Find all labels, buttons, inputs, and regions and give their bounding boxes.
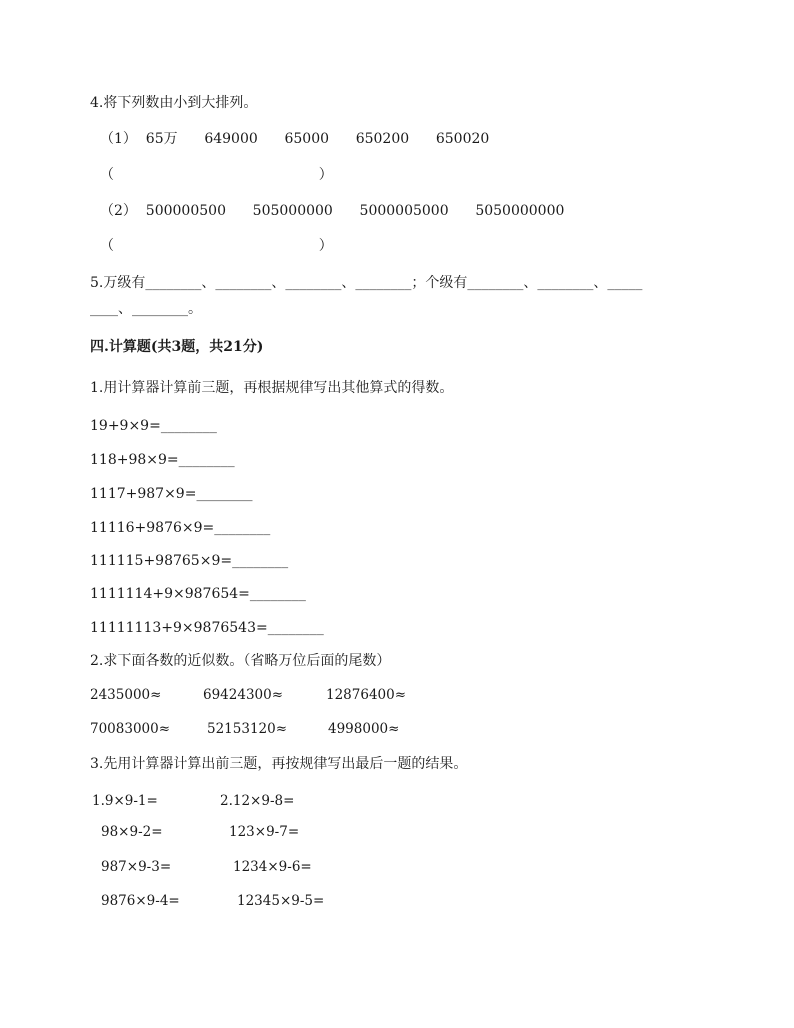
section-4-title: 四.计算题(共3题，共21分) [90,339,264,355]
q4-part1-answer-blank[interactable]: （ ） [100,167,333,183]
c1-equation[interactable]: 11116+9876×9=________ [90,520,271,536]
c1-equation[interactable]: 19+9×9=________ [90,418,217,434]
c2-item[interactable]: 2435000≈ [90,687,162,703]
c2-item[interactable]: 12876400≈ [326,687,407,703]
c1-equation[interactable]: 118+98×9=________ [90,452,235,468]
c1-equation[interactable]: 111115+98765×9=________ [90,553,289,569]
q5-line2[interactable]: ____、________。 [90,301,202,317]
c1-equation[interactable]: 1117+987×9=________ [90,486,253,502]
c3-item[interactable]: 123×9-7= [229,824,300,840]
c3-item[interactable]: 9876×9-4= [101,893,180,909]
q4-title: 4.将下列数由小到大排列。 [90,95,258,111]
c2-item[interactable]: 70083000≈ [90,721,171,737]
q4-part2-answer-blank[interactable]: （ ） [100,238,333,254]
c3-item[interactable]: 1234×9-6= [233,859,312,875]
q5-line1[interactable]: 5.万级有________、________、________、________；个级有________、________、_____ [90,275,643,291]
c1-equation[interactable]: 1111114+9×987654=________ [90,586,306,602]
c1-equation[interactable]: 11111113+9×9876543=________ [90,620,324,636]
c1-title: 1.用计算器计算前三题，再根据规律写出其他算式的得数。 [90,380,454,396]
c3-item[interactable]: 987×9-3= [101,859,172,875]
q4-part2: （2） 500000500 505000000 5000005000 5050000000 [100,203,565,219]
c3-item[interactable]: 2.12×9-8= [220,793,295,809]
c3-title: 3.先用计算器计算出前三题，再按规律写出最后一题的结果。 [90,756,468,772]
c3-item[interactable]: 12345×9-5= [237,893,325,909]
c3-item[interactable]: 98×9-2= [101,824,163,840]
c2-item[interactable]: 52153120≈ [207,721,288,737]
c2-item[interactable]: 69424300≈ [203,687,284,703]
q4-part1: （1） 65万 649000 65000 650200 650020 [100,131,490,147]
c2-title: 2.求下面各数的近似数。（省略万位后面的尾数） [90,653,391,669]
c2-item[interactable]: 4998000≈ [328,721,400,737]
c3-item[interactable]: 1.9×9-1= [92,793,158,809]
